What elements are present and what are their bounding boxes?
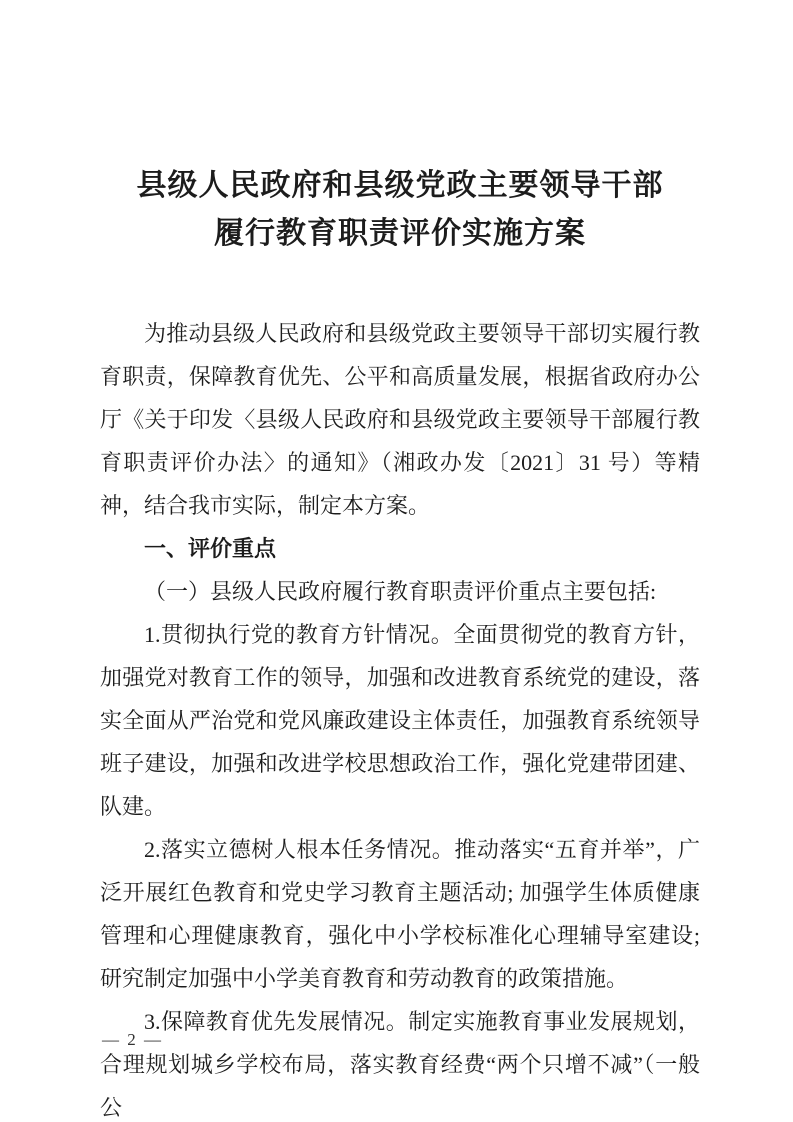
paragraph-item-3: 3.保障教育优先发展情况。制定实施教育事业发展规划，合理规划城乡学校布局，落实教育经费“两个只增不减”（一般公	[100, 1009, 701, 1120]
paragraph-item-2: 2.落实立德树人根本任务情况。推动落实“五育并举”，广泛开展红色教育和党史学习教育主题活动; 加强学生体质健康管理和心理健康教育，强化中小学校标准化心理辅导室建设; 研究制定加强中小学美育教育和劳动教育的政策措施。	[100, 837, 700, 991]
document-title-line-2: 履行教育职责评价实施方案	[214, 217, 586, 250]
page-number: — 2 —	[102, 1030, 163, 1049]
document-title-line-1: 县级人民政府和县级党政主要领导干部	[136, 169, 664, 202]
paragraph-item-1: 1.贯彻执行党的教育方针情况。全面贯彻党的教育方针，加强党对教育工作的领导，加强和改进教育系统党的建设，落实全面从严治党和党风廉政建设主体责任，加强教育系统领导班子建设，加强和改进学校思想政治工作，强化党建带团建、队建。	[100, 622, 700, 819]
document-content	[100, 0, 700, 1122]
document-title	[100, 162, 700, 258]
paragraph-subsection-one: （一）县级人民政府履行教育职责评价重点主要包括:	[144, 579, 657, 604]
document-body	[100, 312, 700, 1122]
paragraph-intro: 为推动县级人民政府和县级党政主要领导干部切实履行教育职责，保障教育优先、公平和高质量发展，根据省政府办公厅《关于印发〈县级人民政府和县级党政主要领导干部履行教育职责评价办法〉的通知》（湘政办发〔2021〕31 号）等精神，结合我市实际，制定本方案。	[100, 321, 700, 518]
section-heading-evaluation-focus: 一、评价重点	[144, 536, 277, 561]
